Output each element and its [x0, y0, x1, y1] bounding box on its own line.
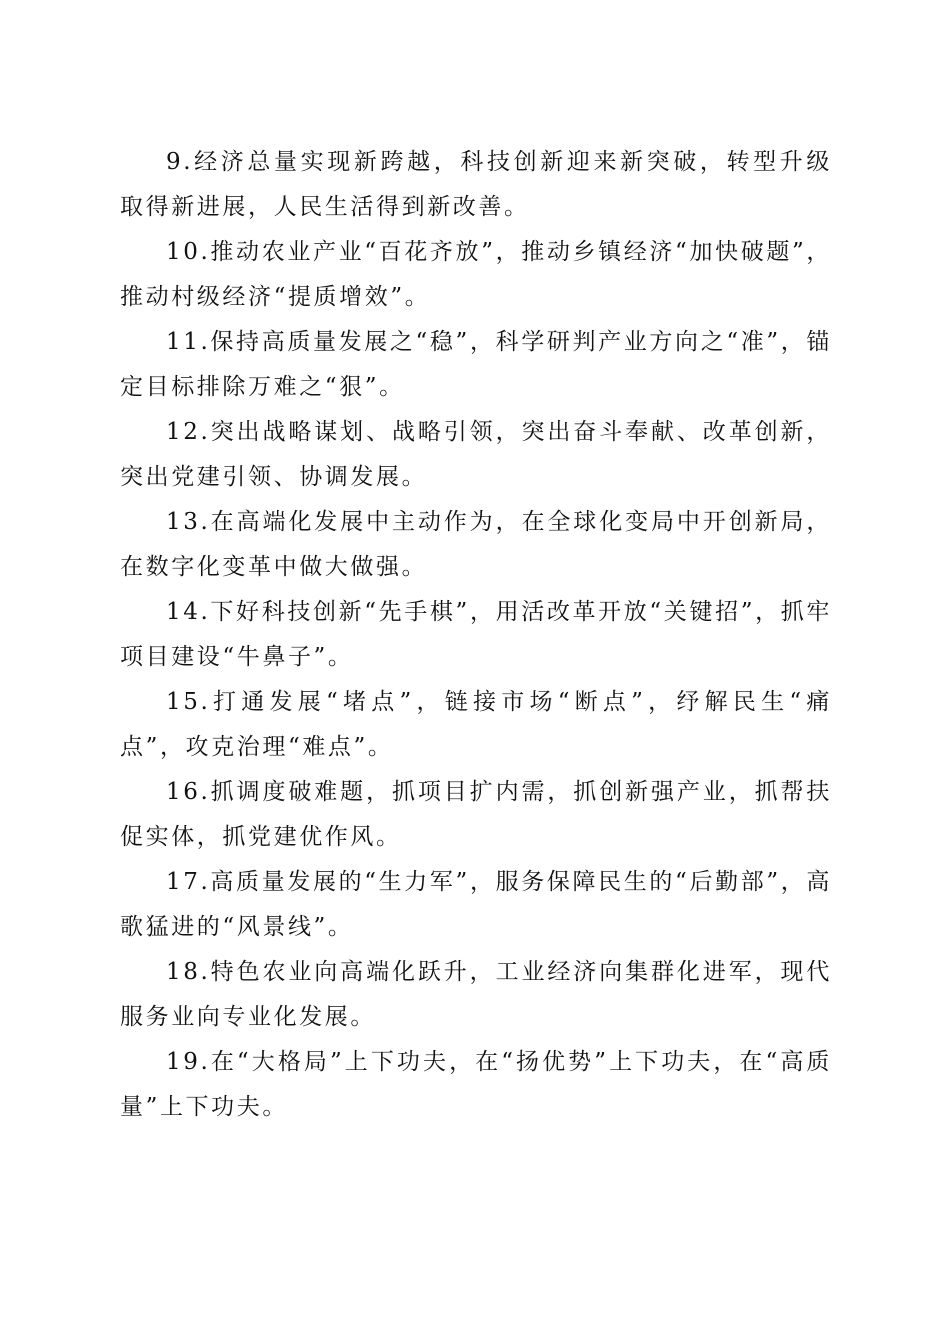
paragraph-item-11: 11.保持高质量发展之“稳”，科学研判产业方向之“准”，锚定目标排除万难之“狠”。 [120, 329, 832, 400]
paragraph-item-9: 9.经济总量实现新跨越，科技创新迎来新突破，转型升级取得新进展，人民生活得到新改善。 [120, 149, 832, 220]
paragraph-item-19: 19.在“大格局”上下功夫，在“扬优势”上下功夫，在“高质量”上下功夫。 [120, 1049, 832, 1120]
paragraph-item-18: 18.特色农业向高端化跃升，工业经济向集群化进军，现代服务业向专业化发展。 [120, 959, 832, 1030]
paragraph-item-15: 15.打通发展“堵点”，链接市场“断点”，纾解民生“痛点”，攻克治理“难点”。 [120, 689, 832, 760]
paragraph-item-10: 10.推动农业产业“百花齐放”，推动乡镇经济“加快破题”，推动村级经济“提质增效”。 [120, 239, 832, 310]
paragraph-item-13: 13.在高端化发展中主动作为，在全球化变局中开创新局，在数字化变革中做大做强。 [120, 509, 832, 580]
paragraph-item-12: 12.突出战略谋划、战略引领，突出奋斗奉献、改革创新，突出党建引领、协调发展。 [120, 419, 832, 490]
document-body [120, 140, 832, 1130]
paragraph-item-14: 14.下好科技创新“先手棋”，用活改革开放“关键招”，抓牢项目建设“牛鼻子”。 [120, 599, 832, 670]
paragraph-item-16: 16.抓调度破难题，抓项目扩内需，抓创新强产业，抓帮扶促实体，抓党建优作风。 [120, 779, 832, 850]
paragraph-item-17: 17.高质量发展的“生力军”，服务保障民生的“后勤部”，高歌猛进的“风景线”。 [120, 869, 832, 940]
